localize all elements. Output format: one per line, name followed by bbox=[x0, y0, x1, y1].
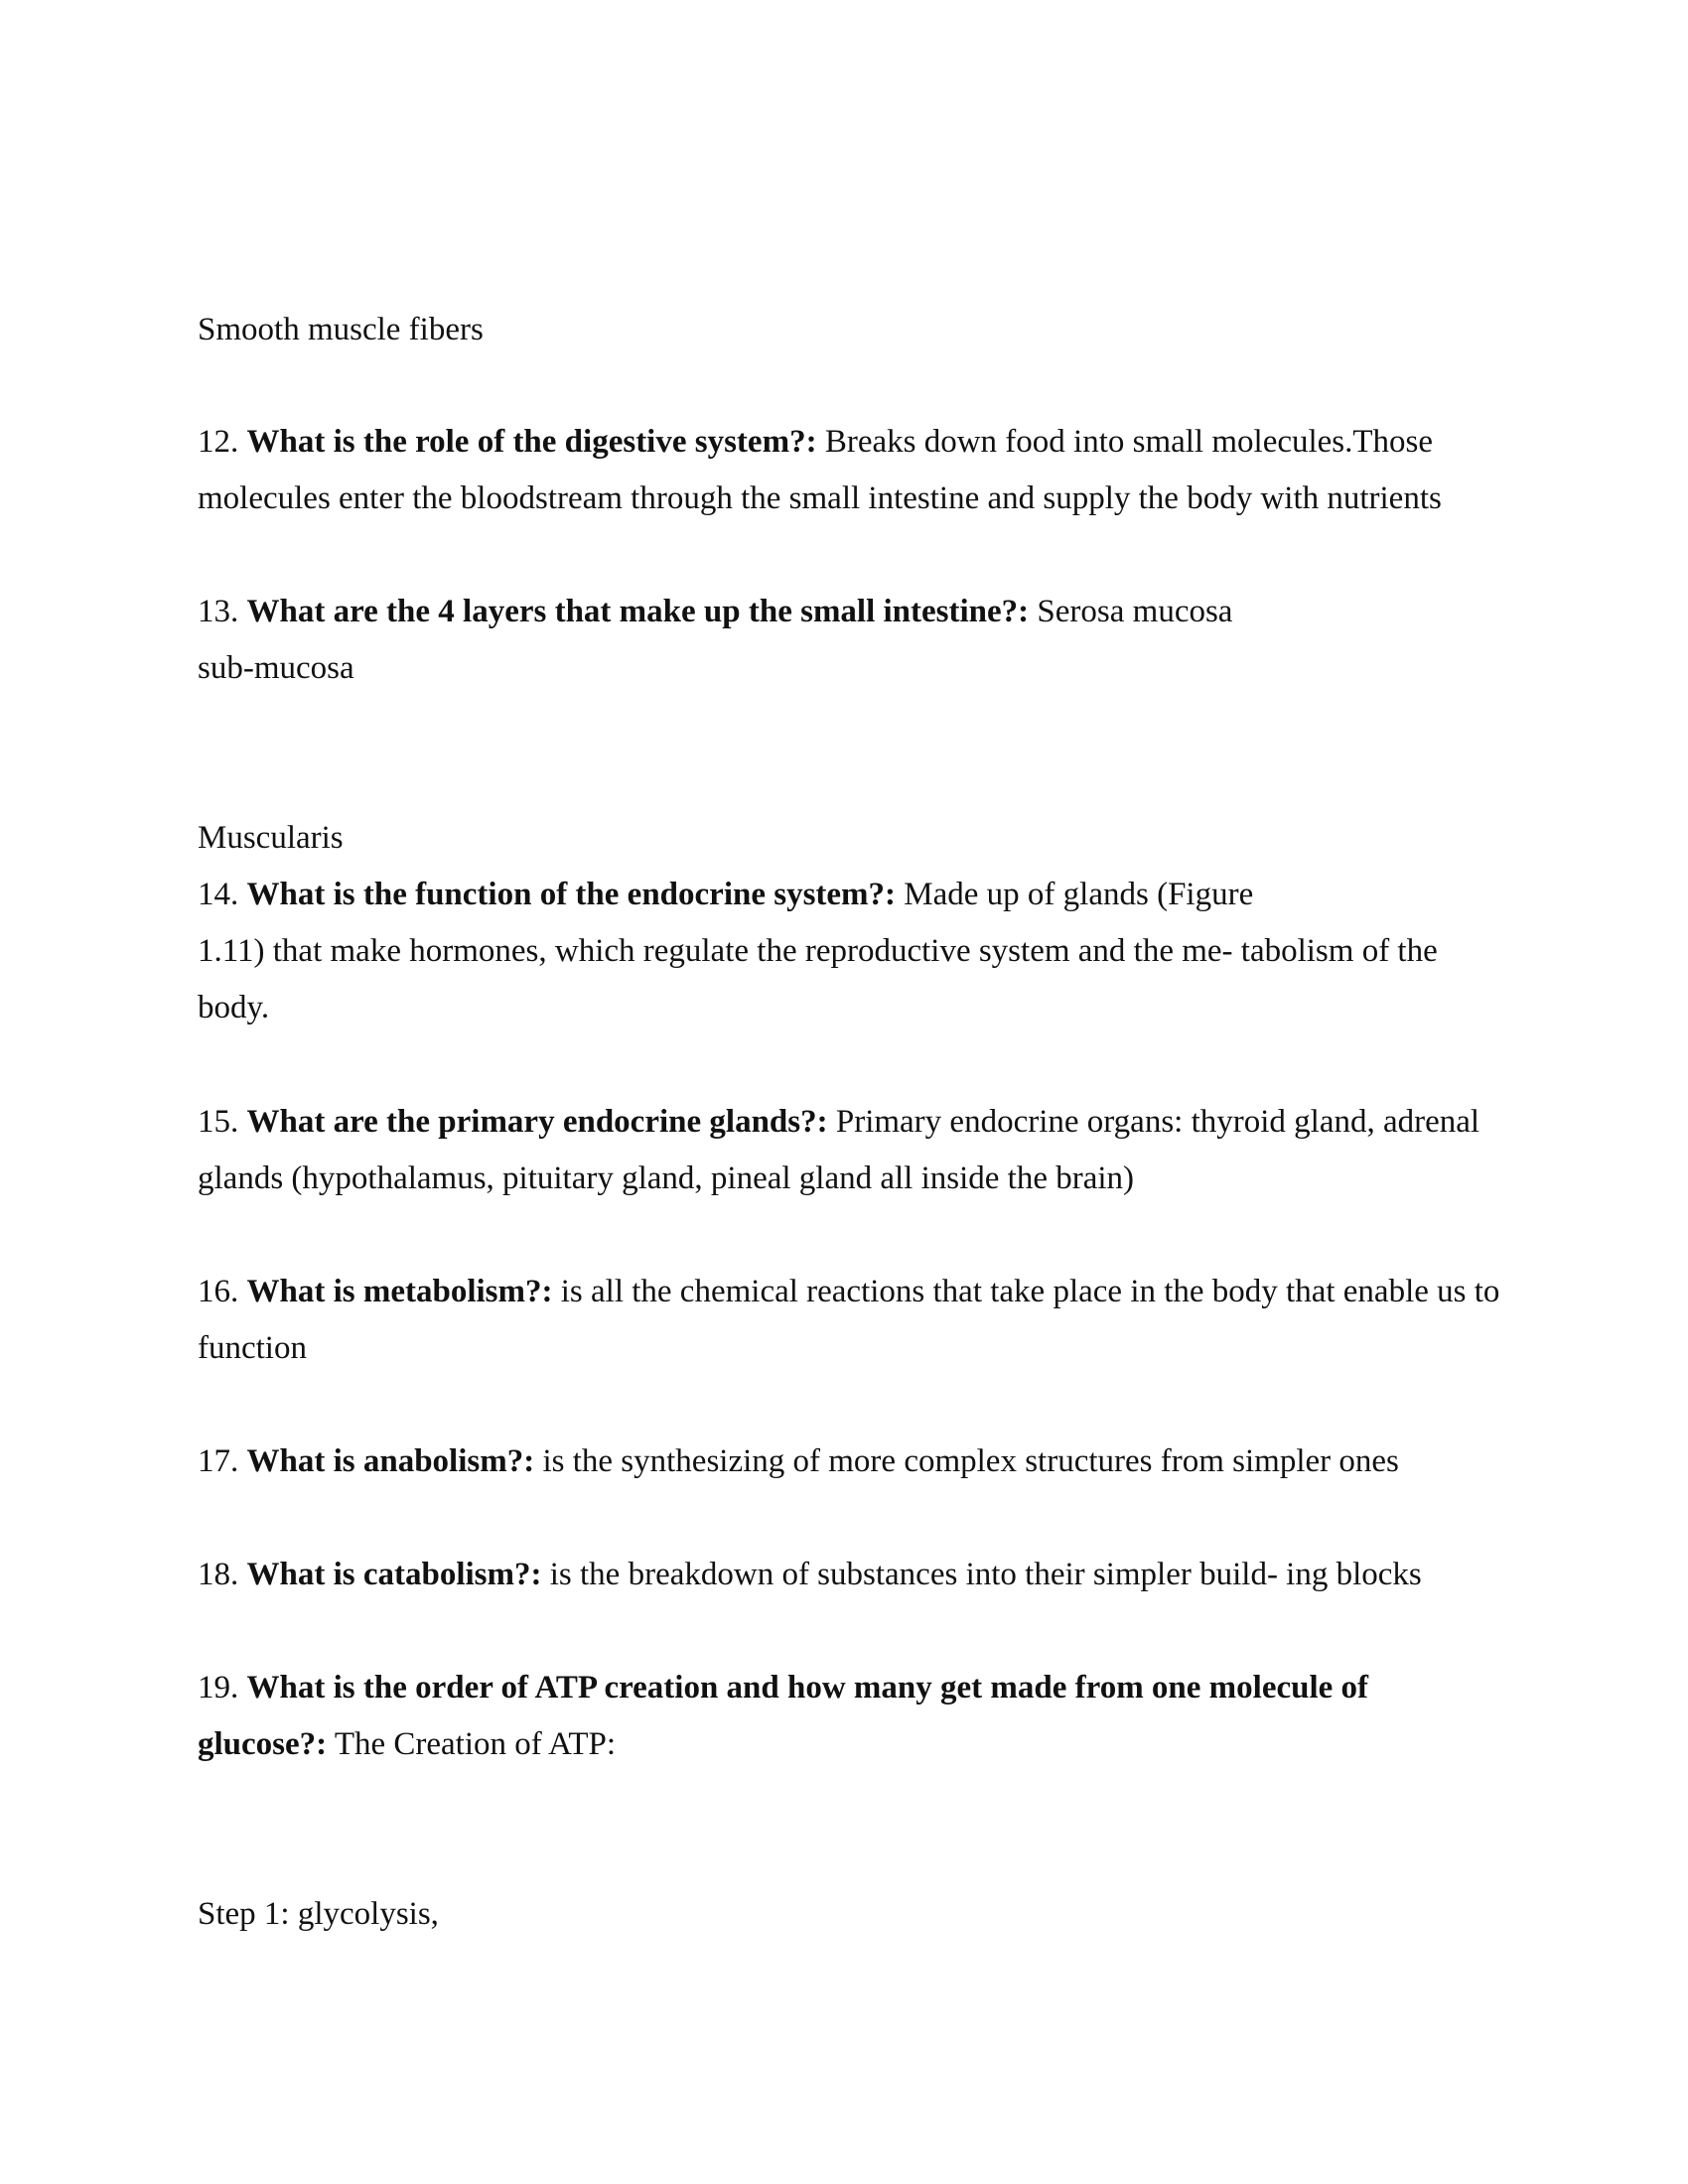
answer-text: is all the chemical reactions that take place in the body that enable us to bbox=[560, 1274, 1500, 1309]
question-17 bbox=[198, 1441, 1399, 1481]
answer-text: is the breakdown of substances into their simpler build- ing blocks bbox=[549, 1557, 1422, 1592]
question-number: 15. bbox=[198, 1104, 239, 1140]
answer-13-line2: sub-mucosa bbox=[198, 650, 354, 686]
question-number: 18. bbox=[198, 1557, 239, 1592]
question-16 bbox=[198, 1272, 1499, 1311]
question-number: 17. bbox=[198, 1443, 239, 1479]
fragment-top: Smooth muscle fibers bbox=[198, 312, 484, 347]
answer-text: Serosa mucosa bbox=[1037, 594, 1233, 629]
answer-text: Primary endocrine organs: thyroid gland, adrenal bbox=[835, 1104, 1480, 1140]
answer-text: is the synthesizing of more complex structures from simpler ones bbox=[542, 1443, 1399, 1479]
answer-15-line2: glands (hypothalamus, pituitary gland, pineal gland all inside the brain) bbox=[198, 1160, 1135, 1196]
question-19-line2 bbox=[198, 1724, 616, 1764]
answer-16-line2: function bbox=[198, 1330, 307, 1366]
answer-text: The Creation of ATP: bbox=[334, 1726, 617, 1762]
question-19 bbox=[198, 1668, 1368, 1707]
question-text: What are the 4 layers that make up the small intestine?: bbox=[246, 594, 1030, 629]
question-text: What are the primary endocrine glands?: bbox=[246, 1104, 828, 1140]
question-text: What is metabolism?: bbox=[246, 1274, 553, 1309]
answer-13-line3: Muscularis bbox=[198, 820, 344, 856]
question-text: What is the role of the digestive system?: bbox=[246, 424, 817, 460]
question-number: 12. bbox=[198, 424, 239, 460]
question-number: 19. bbox=[198, 1670, 239, 1706]
question-number: 13. bbox=[198, 594, 239, 629]
question-13 bbox=[198, 592, 1232, 631]
answer-text: Breaks down food into small molecules.Those bbox=[824, 424, 1434, 460]
question-15 bbox=[198, 1102, 1479, 1142]
answer-14-line3: body. bbox=[198, 990, 270, 1025]
question-14 bbox=[198, 875, 1253, 914]
question-text: What is the order of ATP creation and how many get made from one molecule of bbox=[246, 1670, 1369, 1706]
answer-19-line2: Step 1: glycolysis, bbox=[198, 1896, 439, 1932]
question-text: What is anabolism?: bbox=[246, 1443, 535, 1479]
question-number: 14. bbox=[198, 877, 239, 912]
answer-12-line2: molecules enter the bloodstream through the small intestine and supply the body with nutrients bbox=[198, 480, 1442, 516]
question-18 bbox=[198, 1555, 1422, 1594]
answer-14-line2: 1.11) that make hormones, which regulate the reproductive system and the me- tabolism of the bbox=[198, 933, 1438, 969]
question-text: What is catabolism?: bbox=[246, 1557, 542, 1592]
question-number: 16. bbox=[198, 1274, 239, 1309]
question-12 bbox=[198, 422, 1433, 462]
answer-text: Made up of glands (Figure bbox=[904, 877, 1254, 912]
question-text: What is the function of the endocrine system?: bbox=[246, 877, 897, 912]
question-text-cont: glucose?: bbox=[198, 1726, 328, 1762]
